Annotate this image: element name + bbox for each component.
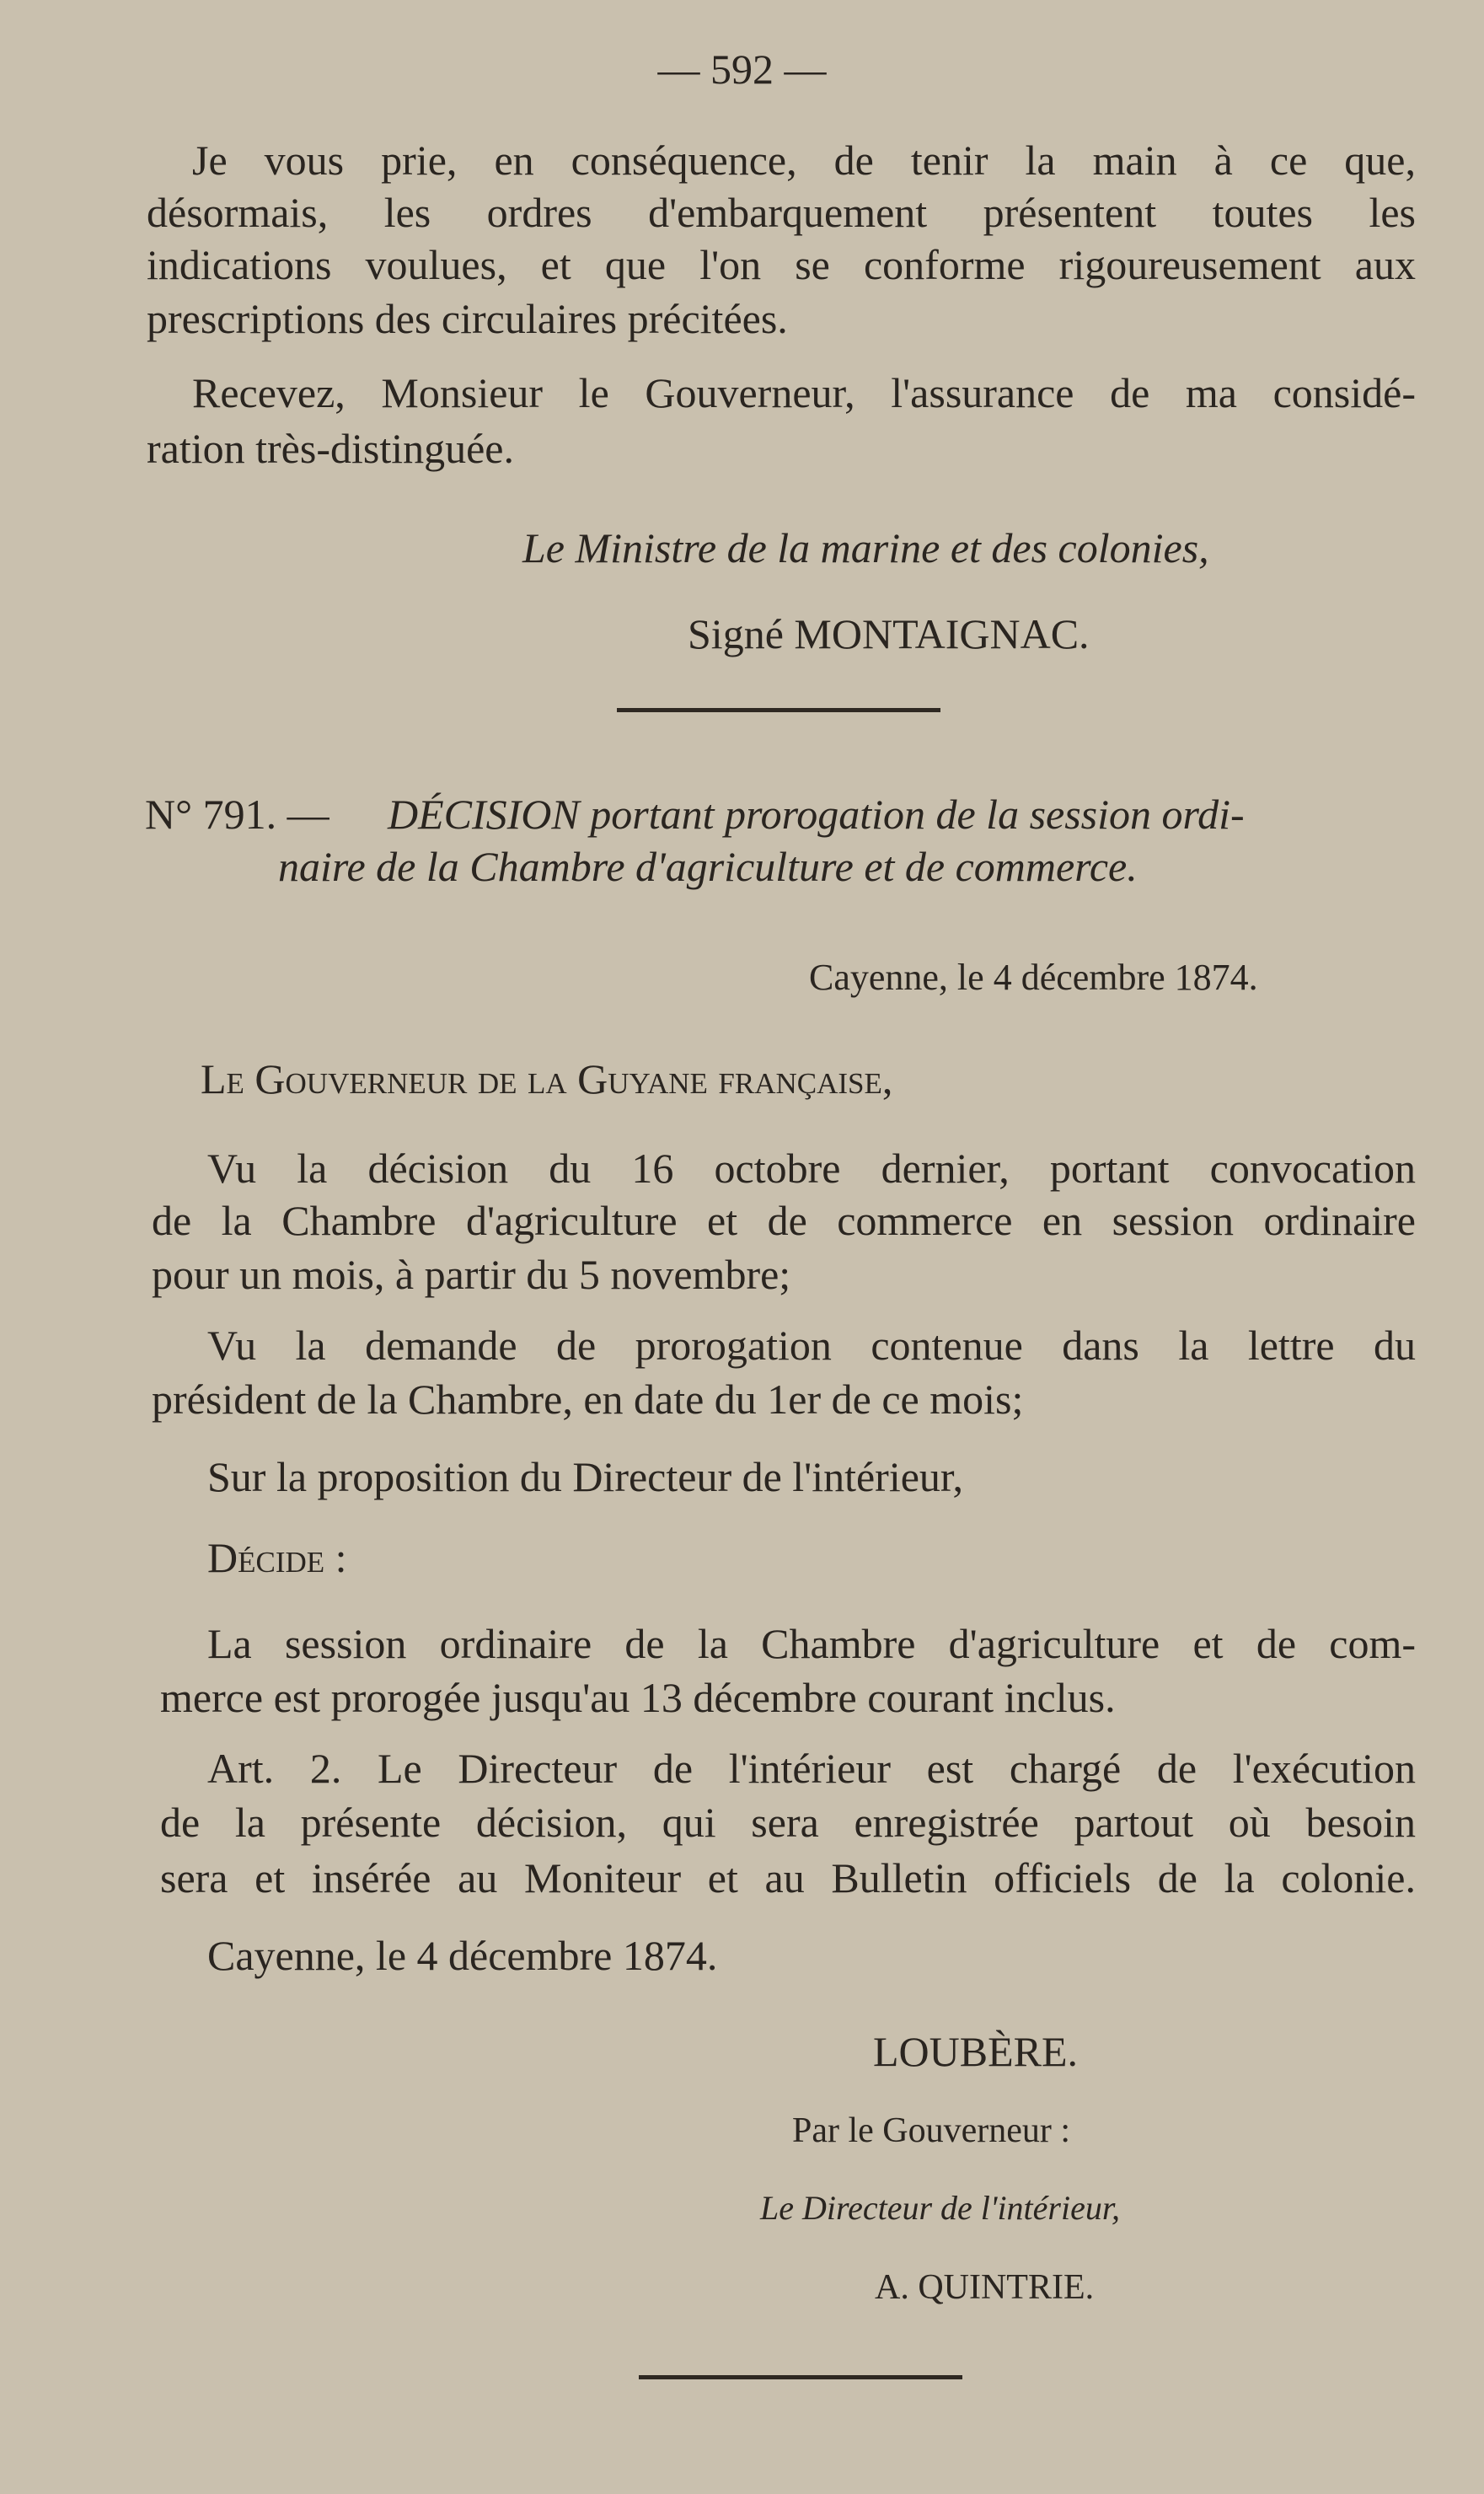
considerant-line-5: président de la Chambre, en date du 1er de ce mois; <box>152 1376 1024 1423</box>
considerant-line-2: de la Chambre d'agriculture et de commerce en session ordinaire <box>152 1197 1416 1244</box>
page-number: — 592 — <box>657 46 827 93</box>
article1-line-2: merce est prorogée jusqu'au 13 décembre courant inclus. <box>160 1674 1116 1721</box>
letter-line-3: indications voulues, et que l'on se conforme rigoureusement aux <box>147 241 1416 288</box>
decision-dateline: Cayenne, le 4 décembre 1874. <box>809 957 1258 998</box>
article1-line-1: La session ordinaire de la Chambre d'agriculture et de com- <box>207 1620 1416 1667</box>
decide-label: Décide : <box>207 1534 347 1581</box>
closing-date: Cayenne, le 4 décembre 1874. <box>207 1932 718 1979</box>
salutation-line-2: ration très-distinguée. <box>147 425 514 472</box>
considerant-line-1: Vu la décision du 16 octobre dernier, portant convocation <box>207 1145 1416 1192</box>
end-rule <box>639 2375 962 2379</box>
decision-number: N° 791. — <box>145 791 329 838</box>
considerant-line-6: Sur la proposition du Directeur de l'intérieur, <box>207 1453 964 1500</box>
considerant-line-3: pour un mois, à partir du 5 novembre; <box>152 1251 791 1298</box>
minister-signature: Signé MONTAIGNAC. <box>688 610 1090 657</box>
director-title: Le Directeur de l'intérieur, <box>760 2189 1120 2227</box>
by-governor-line: Par le Gouverneur : <box>792 2111 1071 2150</box>
decision-title-line-1: DÉCISION portant prorogation de la session ordi- <box>388 791 1245 838</box>
director-signature: A. QUINTRIE. <box>875 2268 1095 2307</box>
salutation-line-1: Recevez, Monsieur le Gouverneur, l'assurance de ma considé- <box>192 369 1416 416</box>
section-divider-rule <box>617 708 940 712</box>
article2-line-2: de la présente décision, qui sera enregistrée partout où besoin <box>160 1799 1416 1846</box>
letter-line-2: désormais, les ordres d'embarquement présentent toutes les <box>147 189 1416 236</box>
article2-line-3: sera et insérée au Moniteur et au Bulletin officiels de la colonie. <box>160 1854 1416 1901</box>
decision-title-line-2: naire de la Chambre d'agriculture et de commerce. <box>278 843 1138 890</box>
letter-line-1: Je vous prie, en conséquence, de tenir la main à ce que, <box>192 137 1416 184</box>
governor-signature: LOUBÈRE. <box>873 2028 1079 2075</box>
considerant-line-4: Vu la demande de prorogation contenue dans la lettre du <box>207 1322 1416 1369</box>
letter-line-4: prescriptions des circulaires précitées. <box>147 295 788 342</box>
article2-line-1: Art. 2. Le Directeur de l'intérieur est chargé de l'exécution <box>207 1745 1416 1792</box>
minister-title: Le Ministre de la marine et des colonies, <box>522 524 1209 571</box>
decision-authority: Le Gouverneur de la Guyane française, <box>201 1055 893 1102</box>
